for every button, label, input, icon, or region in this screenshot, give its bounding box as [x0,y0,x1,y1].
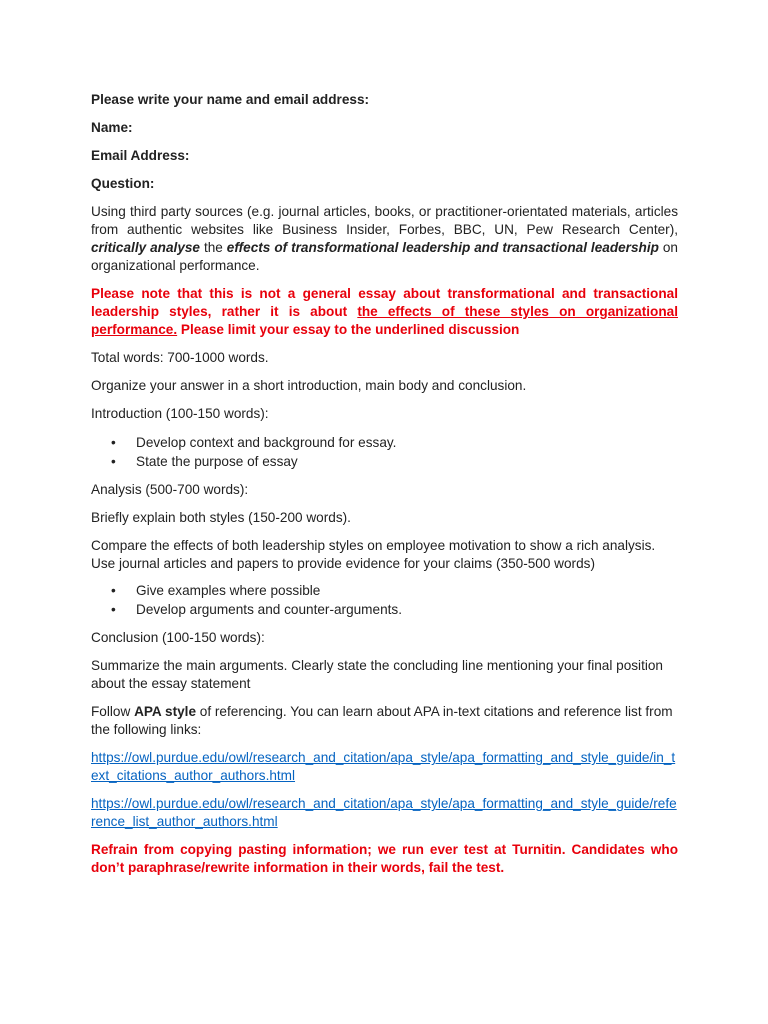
question-emphasis-2: effects of transformational leadership and transactional leadership [226,240,659,255]
analysis-label: Analysis (500-700 words): [91,482,249,497]
note-part3: Please limit your essay to the underlined discussion [177,322,520,337]
list-item-text: Develop arguments and counter-arguments. [136,602,402,617]
reference-list-link[interactable]: https://owl.purdue.edu/owl/research_and_citation/apa_style/apa_formatting_and_style_guide/reference_list_author_authors.html [91,796,677,829]
question-part5: on organizational performance. [91,240,678,273]
email-label: Email Address: [91,148,190,163]
question-part3: the [200,240,227,255]
list-item [91,600,678,619]
briefly-text: Briefly explain both styles (150-200 words). [91,510,351,525]
intro-label: Introduction (100-150 words): [91,406,269,421]
apa-text [91,703,678,739]
list-item-text: Give examples where possible [136,583,321,598]
name-label: Name: [91,120,133,135]
conclusion-label: Conclusion (100-150 words): [91,630,265,645]
apa-part3: of referencing. You can learn about APA in-text citations and reference list from the following links: [91,704,673,737]
summarize-text: Summarize the main arguments. Clearly state the concluding line mentioning your final position about the essay statement [91,658,663,691]
note-part1: Please note that this is not a general essay about transformational and transactional leadership styles, rather it is about [91,286,678,319]
note-underlined: the effects of these styles on organizational performance. [91,304,678,337]
question-part1: Using third party sources (e.g. journal articles, books, or practitioner-orientated materials, articles from authentic websites like Business Insider, Forbes, BBC, UN, Pew Research Center), [91,204,678,237]
question-label: Question: [91,176,155,191]
in-text-citations-link[interactable]: https://owl.purdue.edu/owl/research_and_citation/apa_style/apa_formatting_and_style_guide/in_text_citations_author_authors.html [91,750,676,783]
link-paragraph-2 [91,795,678,831]
bullet-icon: • [111,435,116,450]
note-text [91,285,678,339]
question-emphasis-1: critically analyse [91,240,200,255]
intro-bullet-list [91,433,678,471]
list-item [91,433,678,452]
apa-part1: Follow [91,704,135,719]
apa-style-emphasis: APA style [134,704,197,719]
header-prompt: Please write your name and email address: [91,92,370,107]
list-item-text: State the purpose of essay [136,454,298,469]
turnitin-warning: Refrain from copying pasting information; we run ever test at Turnitin. Candidates who don’t paraphrase/rewrite information in their words, fail the test. [91,842,678,875]
organize-text: Organize your answer in a short introduction, main body and conclusion. [91,378,527,393]
bullet-icon: • [111,583,116,598]
bullet-icon: • [111,454,116,469]
question-text [91,203,678,275]
compare-text: Compare the effects of both leadership styles on employee motivation to show a rich analysis. Use journal articles and papers to provide evidence for your claims (350-500 words) [91,538,656,571]
list-item [91,452,678,471]
analysis-bullet-list [91,581,678,619]
list-item-text: Develop context and background for essay. [136,435,397,450]
link-paragraph-1 [91,749,678,785]
total-words: Total words: 700-1000 words. [91,350,269,365]
document-body [91,91,678,887]
list-item [91,581,678,600]
bullet-icon: • [111,602,116,617]
